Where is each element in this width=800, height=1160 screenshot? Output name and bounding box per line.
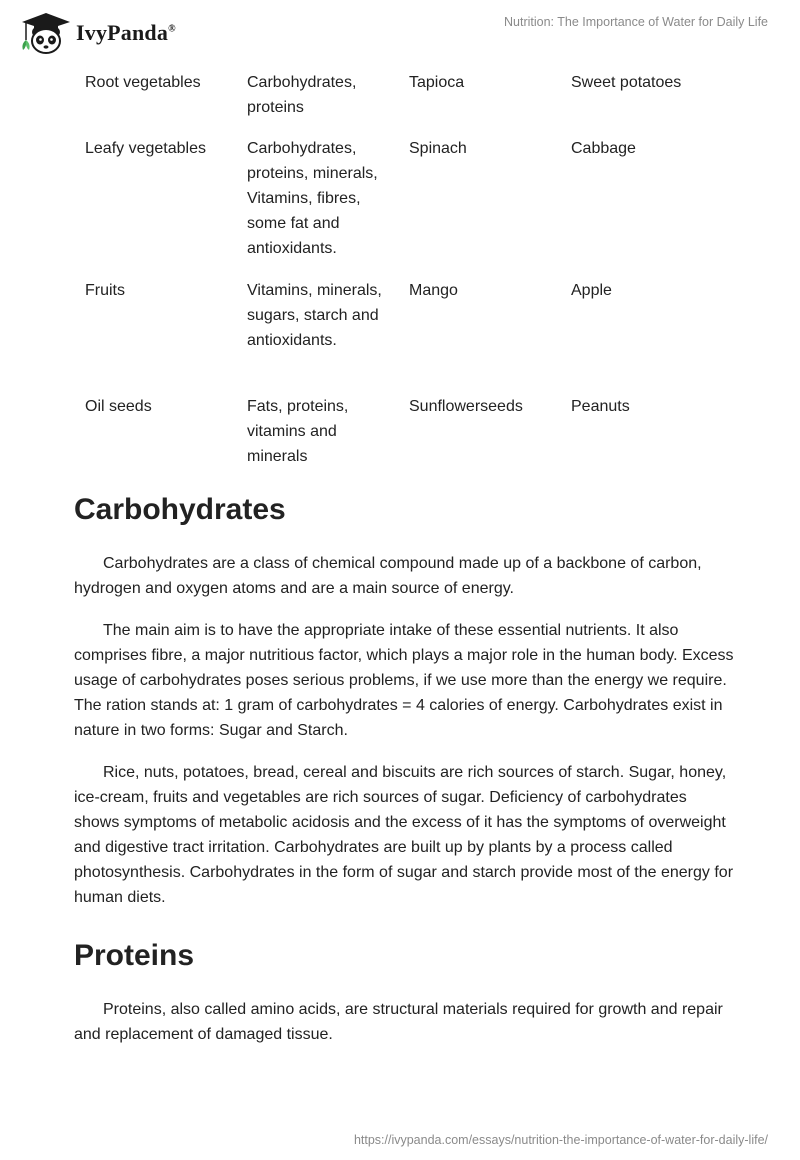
section-heading-proteins: Proteins bbox=[74, 939, 195, 972]
table-cell-example: Cabbage bbox=[571, 140, 636, 157]
table-row bbox=[74, 394, 734, 470]
table-cell-group: Oil seeds bbox=[85, 398, 152, 415]
ivypanda-logo[interactable] bbox=[16, 10, 176, 56]
table-cell-nutrients: Carbohydrates, proteins, minerals, Vitamins, fibres, some fat and antioxidants. bbox=[247, 140, 378, 257]
table-row bbox=[74, 136, 734, 278]
paragraph: Rice, nuts, potatoes, bread, cereal and biscuits are rich sources of starch. Sugar, honey, ice-cream, fruits and vegetables are rich sources of sugar. Deficiency of carbohydrates shows symptoms of metabolic acidosis and the excess of it has the symptoms of overweight and digestive tract irritation. Carbohydrates are built up by plants by a process called photosynthesis. Carbohydrates in the form of sugar and starch provide most of the energy for human diets. bbox=[74, 764, 734, 906]
table-cell-nutrients: Fats, proteins, vitamins and minerals bbox=[247, 398, 349, 465]
table-cell-nutrients: Carbohydrates, proteins bbox=[247, 74, 357, 116]
table-cell-example: Apple bbox=[571, 282, 612, 299]
page-title: Nutrition: The Importance of Water for Daily Life bbox=[504, 15, 768, 29]
table-cell-group: Leafy vegetables bbox=[85, 140, 206, 157]
table-cell-example: Mango bbox=[409, 282, 458, 299]
table-cell-group: Root vegetables bbox=[85, 74, 201, 91]
table-cell-example: Sweet potatoes bbox=[571, 74, 682, 91]
article-body bbox=[74, 488, 734, 1047]
paragraph: Proteins, also called amino acids, are structural materials required for growth and repair and replacement of damaged tissue. bbox=[74, 1001, 723, 1043]
panda-graduate-icon bbox=[16, 10, 72, 56]
table-cell-example: Sunflowerseeds bbox=[409, 398, 523, 415]
table-cell-example: Spinach bbox=[409, 140, 467, 157]
paragraph: The main aim is to have the appropriate intake of these essential nutrients. It also comprises fibre, a major nutritious factor, which plays a major role in the human body. Excess usage of carbohydrates poses serious problems, if we use more than the energy we require. The ration stands at: 1 gram of carbohydrates = 4 calories of energy. Carbohydrates exist in nature in two forms: Sugar and Starch. bbox=[74, 622, 734, 739]
paragraph: Carbohydrates are a class of chemical compound made up of a backbone of carbon, hydrogen and oxygen atoms and are a main source of energy. bbox=[74, 555, 702, 597]
table-cell-example: Peanuts bbox=[571, 398, 630, 415]
table-cell-nutrients: Vitamins, minerals, sugars, starch and antioxidants. bbox=[247, 282, 382, 349]
food-nutrient-table bbox=[74, 70, 734, 470]
brand-name: IvyPanda® bbox=[76, 20, 176, 45]
table-cell-example: Tapioca bbox=[409, 74, 465, 91]
table-cell-group: Fruits bbox=[85, 282, 125, 299]
table-row bbox=[74, 70, 734, 136]
source-url[interactable]: https://ivypanda.com/essays/nutrition-the-importance-of-water-for-daily-life/ bbox=[353, 1133, 768, 1147]
section-heading-carbohydrates: Carbohydrates bbox=[74, 493, 286, 526]
table-row bbox=[74, 278, 734, 394]
